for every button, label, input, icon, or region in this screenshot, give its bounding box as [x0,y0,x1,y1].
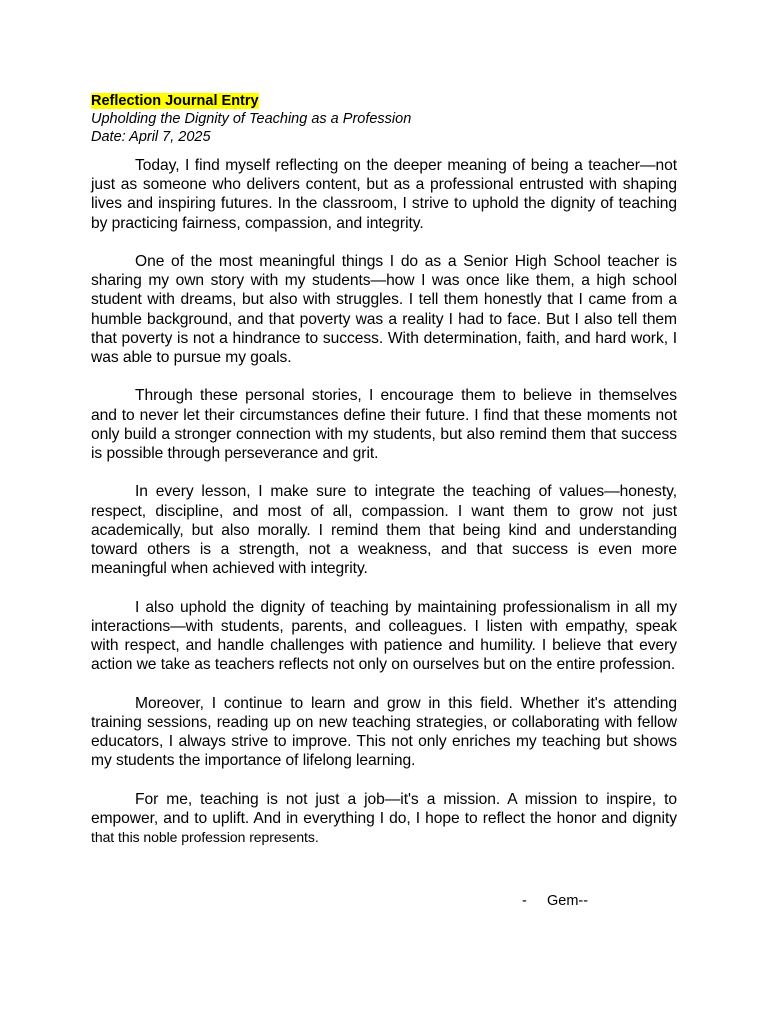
paragraph: Through these personal stories, I encourage them to believe in themselves and to never let their circumstances define their future. I find that these moments not only build a stronger connection with my students, but also remind them that success is possible through perseverance and grit. [91,387,677,463]
closing-paragraph [91,790,677,848]
signature: - Gem-- [522,893,589,909]
journal-content [91,92,677,866]
closing-paragraph-main: For me, teaching is not just a job—it's a mission. A mission to inspire, to empower, and to uplift. And in everything I do, I hope to reflect the honor and dignity [91,790,677,827]
closing-paragraph-tail: that this noble profession represents. [91,829,319,846]
journal-body [91,156,677,847]
journal-date: Date: April 7, 2025 [91,129,211,145]
paragraph: Today, I find myself reflecting on the deeper meaning of being a teacher—not just as someone who delivers content, but as a professional entrusted with shaping lives and inspiring futures. In the classroom, I strive to uphold the dignity of teaching by practicing fairness, compassion, and integrity. [91,157,677,232]
paragraph: I also uphold the dignity of teaching by maintaining professionalism in all my interactions—with students, parents, and colleagues. I listen with empathy, speak with respect, and handle challenges with patience and humility. I believe that every action we take as teachers reflects not only on ourselves but on the entire profession. [91,598,677,674]
journal-title: Reflection Journal Entry [91,93,259,109]
paragraph: Moreover, I continue to learn and grow in this field. Whether it's attending training sessions, reading up on new teaching strategies, or collaborating with fellow educators, I always strive to improve. This not only enriches my teaching but shows my students the importance of lifelong learning. [91,694,677,770]
paragraph: One of the most meaningful things I do as a Senior High School teacher is sharing my own story with my students—how I was once like them, a high school student with dreams, but also with struggles. I tell them honestly that I came from a humble background, and that poverty was a reality I had to face. But I also tell them that poverty is not a hindrance to success. With determination, faith, and hard work, I was able to pursue my goals. [91,253,677,367]
paragraph: In every lesson, I make sure to integrate the teaching of values—honesty, respect, discipline, and most of all, compassion. I want them to grow not just academically, but also morally. I remind them that being kind and understanding toward others is a strength, not a weakness, and that success is even more meaningful when achieved with integrity. [91,483,677,578]
journal-subtitle: Upholding the Dignity of Teaching as a Profession [91,111,412,127]
